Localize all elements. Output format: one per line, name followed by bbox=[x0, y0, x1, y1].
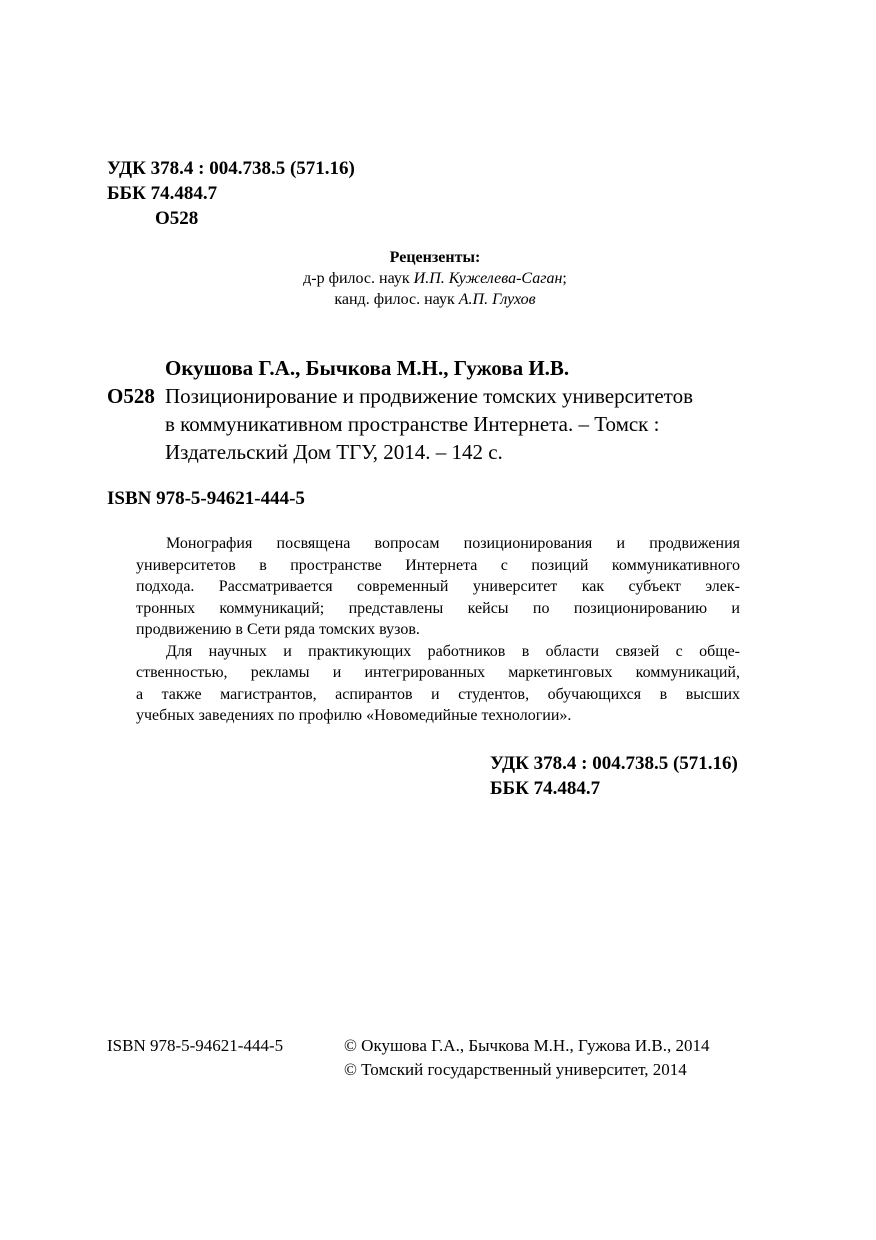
annotation-paragraph-1: Монография посвящена вопросам позиционирования и продвижения университетов в пространстве Интернета с позиций коммуникативного подхода. Рассматривается современный университет как субъект элек- тронных коммуникаций; представлены кейсы по позиционированию и продвижению в Сети ряда томских вузов. bbox=[136, 535, 740, 638]
footer-isbn: ISBN 978-5-94621-444-5 bbox=[107, 1036, 284, 1055]
copyright-university: © Томский государственный университет, 2014 bbox=[344, 1060, 687, 1079]
reviewer-line-2: канд. филос. наук А.П. Глухов bbox=[334, 291, 536, 308]
reviewers-title: Рецензенты: bbox=[389, 249, 481, 266]
isbn-heading: ISBN 978-5-94621-444-5 bbox=[107, 488, 305, 509]
annotation bbox=[136, 533, 740, 727]
annotation-paragraph-2: Для научных и практикующих работников в области связей с обще- ственностью, рекламы и интегрированных маркетинговых коммуникаций, а также магистрантов, аспирантов и студентов, обучающихся в высших учебных заведениях по профилю «Новомедийные технологии». bbox=[136, 642, 740, 724]
reviewer-line-1: д-р филос. наук И.П. Кужелева-Саган; bbox=[303, 270, 567, 287]
bbk-code: ББК 74.484.7 bbox=[107, 183, 218, 204]
udk-code: УДК 378.4 : 004.738.5 (571.16) bbox=[107, 158, 355, 179]
book-title-line-2: в коммуникативном пространстве Интернета. – Томск : bbox=[165, 412, 660, 436]
udk-code-repeat: УДК 378.4 : 004.738.5 (571.16) bbox=[490, 753, 738, 774]
biblio-author-mark: О528 bbox=[107, 384, 155, 408]
bbk-code-repeat: ББК 74.484.7 bbox=[490, 778, 601, 799]
copyright-authors: © Окушова Г.А., Бычкова М.Н., Гужова И.В., 2014 bbox=[344, 1036, 710, 1055]
reviewers-block bbox=[240, 247, 630, 310]
reviewer-name-2: А.П. Глухов bbox=[458, 291, 536, 308]
book-authors: Окушова Г.А., Бычкова М.Н., Гужова И.В. bbox=[165, 356, 570, 380]
book-imprint-line: Издательский Дом ТГУ, 2014. – 142 с. bbox=[165, 440, 503, 464]
book-title-line-1: Позиционирование и продвижение томских университетов bbox=[165, 384, 693, 408]
reviewer-name-1: И.П. Кужелева-Саган bbox=[413, 270, 563, 287]
author-mark: О528 bbox=[155, 208, 199, 229]
